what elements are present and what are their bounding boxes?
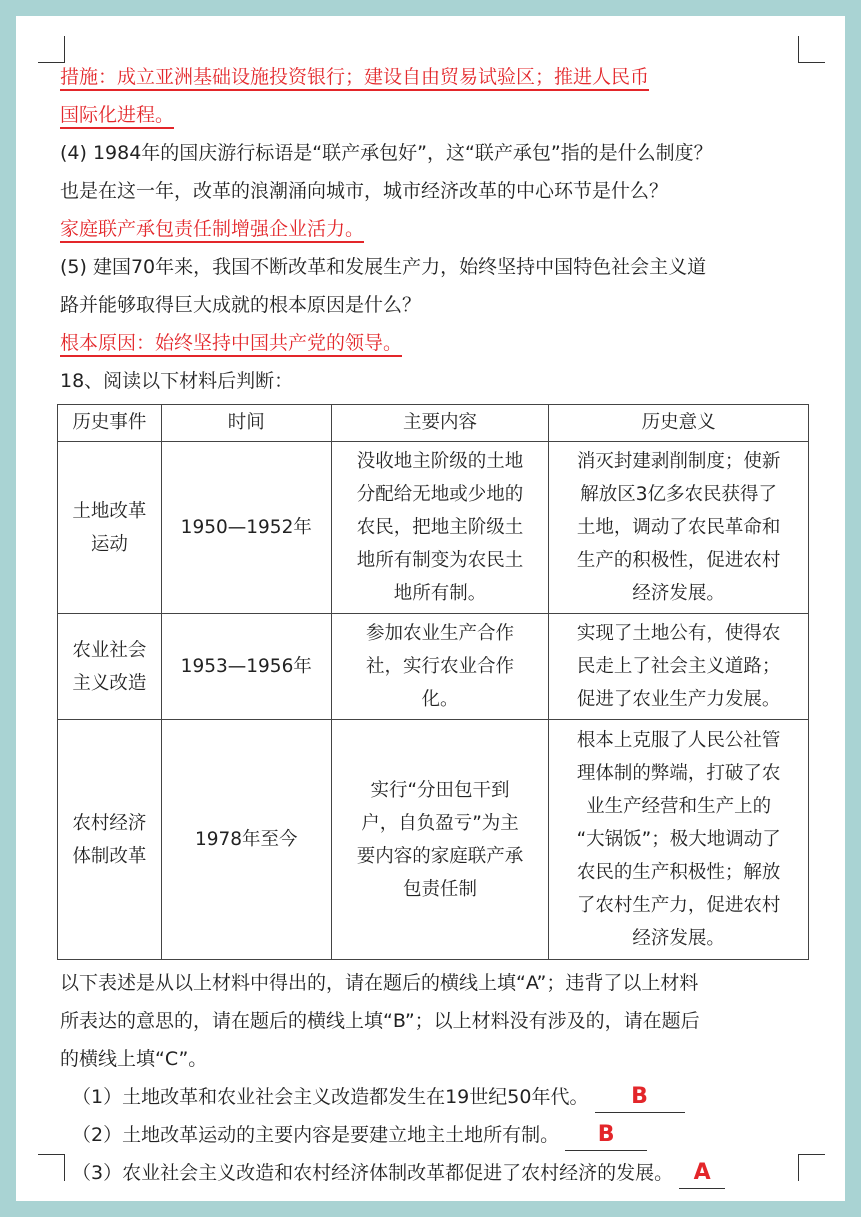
statement-1: （1）土地改革和农业社会主义改造都发生在19世纪50年代。 B (60, 1078, 810, 1116)
q5-answer: 根本原因：始终坚持中国共产党的领导。 (60, 324, 810, 362)
q18-title: 18、阅读以下材料后判断： (60, 370, 294, 392)
header-significance: 历史意义 (549, 405, 809, 442)
header-time: 时间 (161, 405, 331, 442)
document-content (60, 58, 810, 1192)
cell-time: 1978年至今 (161, 720, 331, 960)
statement-3: （3）农业社会主义改造和农村经济体制改革都促进了农村经济的发展。 A (60, 1154, 810, 1192)
q5-line-1: (5) 建国70年来，我国不断改革和发展生产力，始终坚持中国特色社会主义道 (60, 256, 707, 278)
answer-blank-2: B (565, 1120, 647, 1151)
cell-content: 参加农业生产合作 社，实行农业合作 化。 (331, 614, 549, 720)
instruction-line-2: 所表达的意思的，请在题后的横线上填“B”；以上材料没有涉及的，请在题后 (60, 1010, 700, 1032)
cell-event: 农业社会 主义改造 (58, 614, 162, 720)
table-row (58, 720, 809, 960)
answer-blank-3: A (679, 1158, 725, 1189)
cell-significance: 根本上克服了人民公社管 理体制的弊端，打破了农 业生产经营和生产上的 “大锅饭”；极大地调动了 农民的生产积极性；解放 了农村生产力，促进农村 经济发展。 (549, 720, 809, 960)
table-row (58, 614, 809, 720)
header-content: 主要内容 (331, 405, 549, 442)
instruction-line-1: 以下表述是从以上材料中得出的，请在题后的横线上填“A”；违背了以上材料 (60, 972, 699, 994)
q5-line-2: 路并能够取得巨大成就的根本原因是什么？ (60, 294, 422, 316)
measures-answer-line-1: 措施：成立亚洲基础设施投资银行；建设自由贸易试验区；推进人民币 (60, 58, 810, 96)
cell-time: 1950—1952年 (161, 442, 331, 614)
statement-2: （2）土地改革运动的主要内容是要建立地主土地所有制。 B (60, 1116, 810, 1154)
q4-line-1: (4) 1984年的国庆游行标语是“联产承包好”，这“联产承包”指的是什么制度？ (60, 142, 713, 164)
document-page (16, 16, 845, 1201)
cell-content: 实行“分田包干到 户，自负盈亏”为主 要内容的家庭联产承 包责任制 (331, 720, 549, 960)
table-header-row (58, 405, 809, 442)
q4-answer: 家庭联产承包责任制增强企业活力。 (60, 210, 810, 248)
table-row (58, 442, 809, 614)
cell-significance: 消灭封建剥削制度；使新 解放区3亿多农民获得了 土地，调动了农民革命和 生产的积极性，促进农村 经济发展。 (549, 442, 809, 614)
cell-significance: 实现了土地公有，使得农 民走上了社会主义道路； 促进了农业生产力发展。 (549, 614, 809, 720)
cell-time: 1953—1956年 (161, 614, 331, 720)
instruction-line-3: 的横线上填“C”。 (60, 1048, 208, 1070)
cell-event: 农村经济 体制改革 (58, 720, 162, 960)
header-event: 历史事件 (58, 405, 162, 442)
q4-line-2: 也是在这一年，改革的浪潮涌向城市，城市经济改革的中心环节是什么？ (60, 180, 669, 202)
cell-event: 土地改革 运动 (58, 442, 162, 614)
measures-answer-line-2: 国际化进程。 (60, 96, 810, 134)
history-table (57, 404, 809, 960)
cell-content: 没收地主阶级的土地 分配给无地或少地的 农民，把地主阶级土 地所有制变为农民土 地所有制。 (331, 442, 549, 614)
answer-blank-1: B (595, 1082, 685, 1113)
